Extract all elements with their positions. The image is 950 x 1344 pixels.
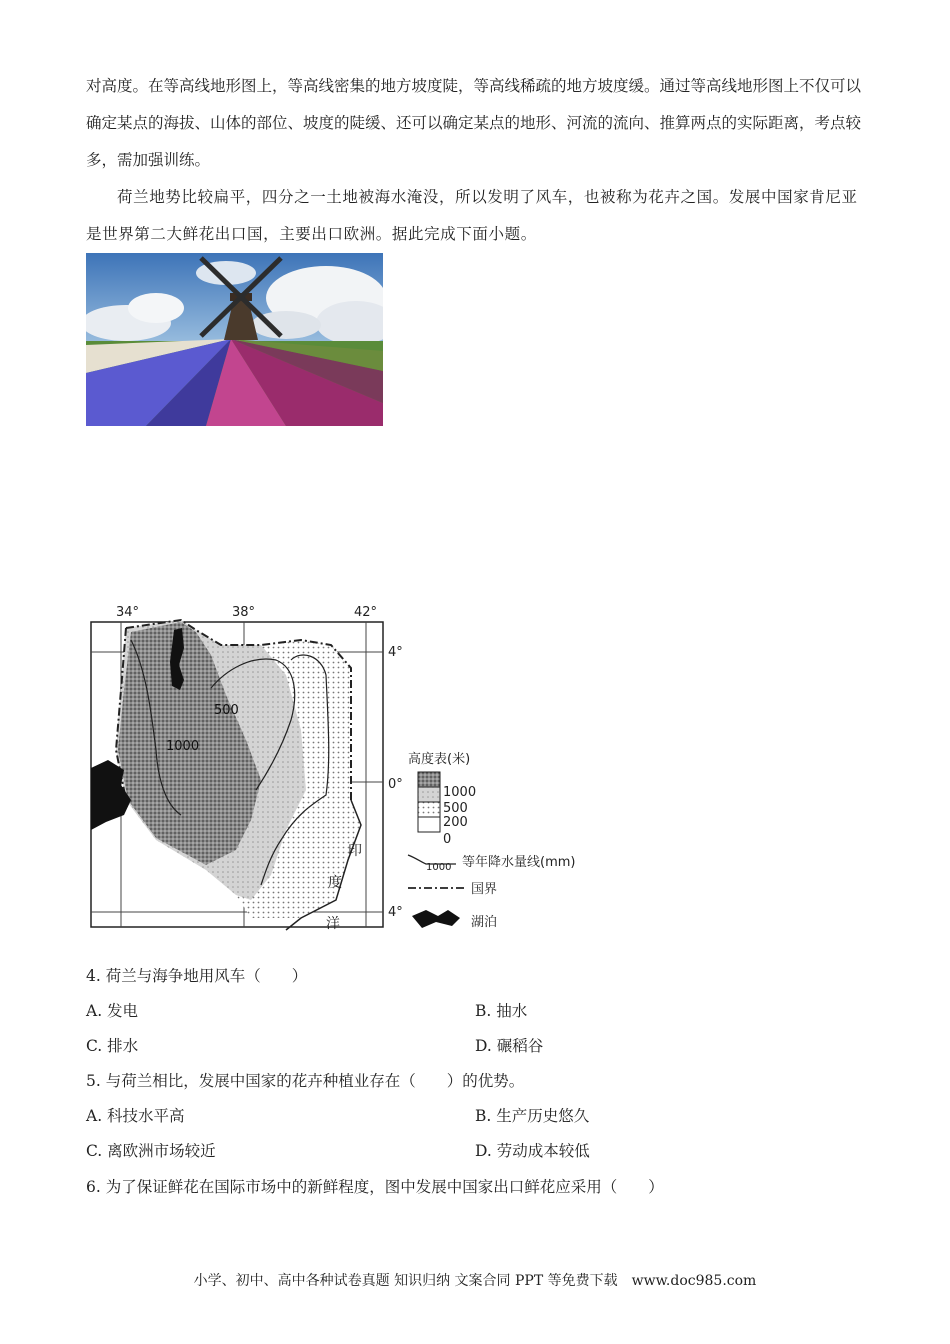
legend-swatch-200	[418, 802, 440, 817]
q4-option-d: D. 碾稻谷	[475, 1037, 544, 1055]
legend-title: 高度表(米)	[408, 752, 471, 767]
legend-level-500: 500	[443, 801, 468, 816]
q5-option-c: C. 离欧洲市场较近	[86, 1142, 216, 1160]
q4-option-c: C. 排水	[86, 1037, 139, 1055]
q4-option-a: A. 发电	[86, 1002, 139, 1020]
lat-label-0: 0°	[388, 777, 403, 792]
ocean-char-1: 印	[348, 843, 362, 859]
page-footer: 小学、初中、高中各种试卷真题 知识归纳 文案合同 PPT 等免费下载 www.doc985.com	[193, 1273, 757, 1289]
legend-isohyet-label: 等年降水量线(mm)	[462, 855, 576, 870]
lon-label-38: 38°	[232, 605, 256, 620]
intro-paragraph: 对高度。在等高线地形图上，等高线密集的地方坡度陡，等高线稀疏的地方坡度缓。通过等高线地形图上不仅可以确定某点的海拔、山体的部位、坡度的陡缓、还可以确定某点的地形、河流的流向、推算两点的实际距离，考点较多，需加强训练。	[86, 77, 862, 169]
legend-lake-label: 湖泊	[471, 915, 498, 930]
legend-level-200: 200	[443, 815, 468, 830]
isohyet-label-500: 500	[214, 703, 239, 718]
q5-option-d: D. 劳动成本较低	[475, 1142, 590, 1160]
lat-label-4s: 4°	[388, 905, 403, 920]
isohyet-label-1000: 1000	[166, 739, 200, 754]
q4-option-b: B. 抽水	[475, 1002, 528, 1020]
legend-swatch-0	[418, 817, 440, 832]
question-4: 4. 荷兰与海争地用风车（ ）	[86, 967, 308, 985]
legend-level-0: 0	[443, 832, 452, 847]
legend-level-1000: 1000	[443, 785, 477, 800]
ocean-char-3: 洋	[326, 916, 340, 932]
lon-label-34: 34°	[116, 605, 140, 620]
legend-border-label: 国界	[471, 882, 498, 897]
legend-lake-icon	[412, 910, 460, 928]
legend-swatch-500	[418, 787, 440, 802]
lon-label-42: 42°	[354, 605, 378, 620]
question-5: 5. 与荷兰相比，发展中国家的花卉种植业存在（ ）的优势。	[86, 1072, 525, 1090]
q5-option-b: B. 生产历史悠久	[475, 1107, 590, 1125]
q5-option-a: A. 科技水平高	[86, 1107, 185, 1125]
legend-isohyet-sample: 1000	[426, 862, 452, 873]
legend-swatch-1000	[418, 772, 440, 787]
windmill-tulip-photo	[86, 253, 383, 426]
ocean-char-2: 度	[328, 875, 342, 891]
context-paragraph: 荷兰地势比较扁平，四分之一土地被海水淹没，所以发明了风车，也被称为花卉之国。发展中国家肯尼亚是世界第二大鲜花出口国，主要出口欧洲。据此完成下面小题。	[86, 188, 858, 243]
lat-label-4n: 4°	[388, 645, 403, 660]
kenya-topographic-map	[86, 600, 606, 945]
question-6: 6. 为了保证鲜花在国际市场中的新鲜程度，图中发展中国家出口鲜花应采用（ ）	[86, 1178, 664, 1196]
